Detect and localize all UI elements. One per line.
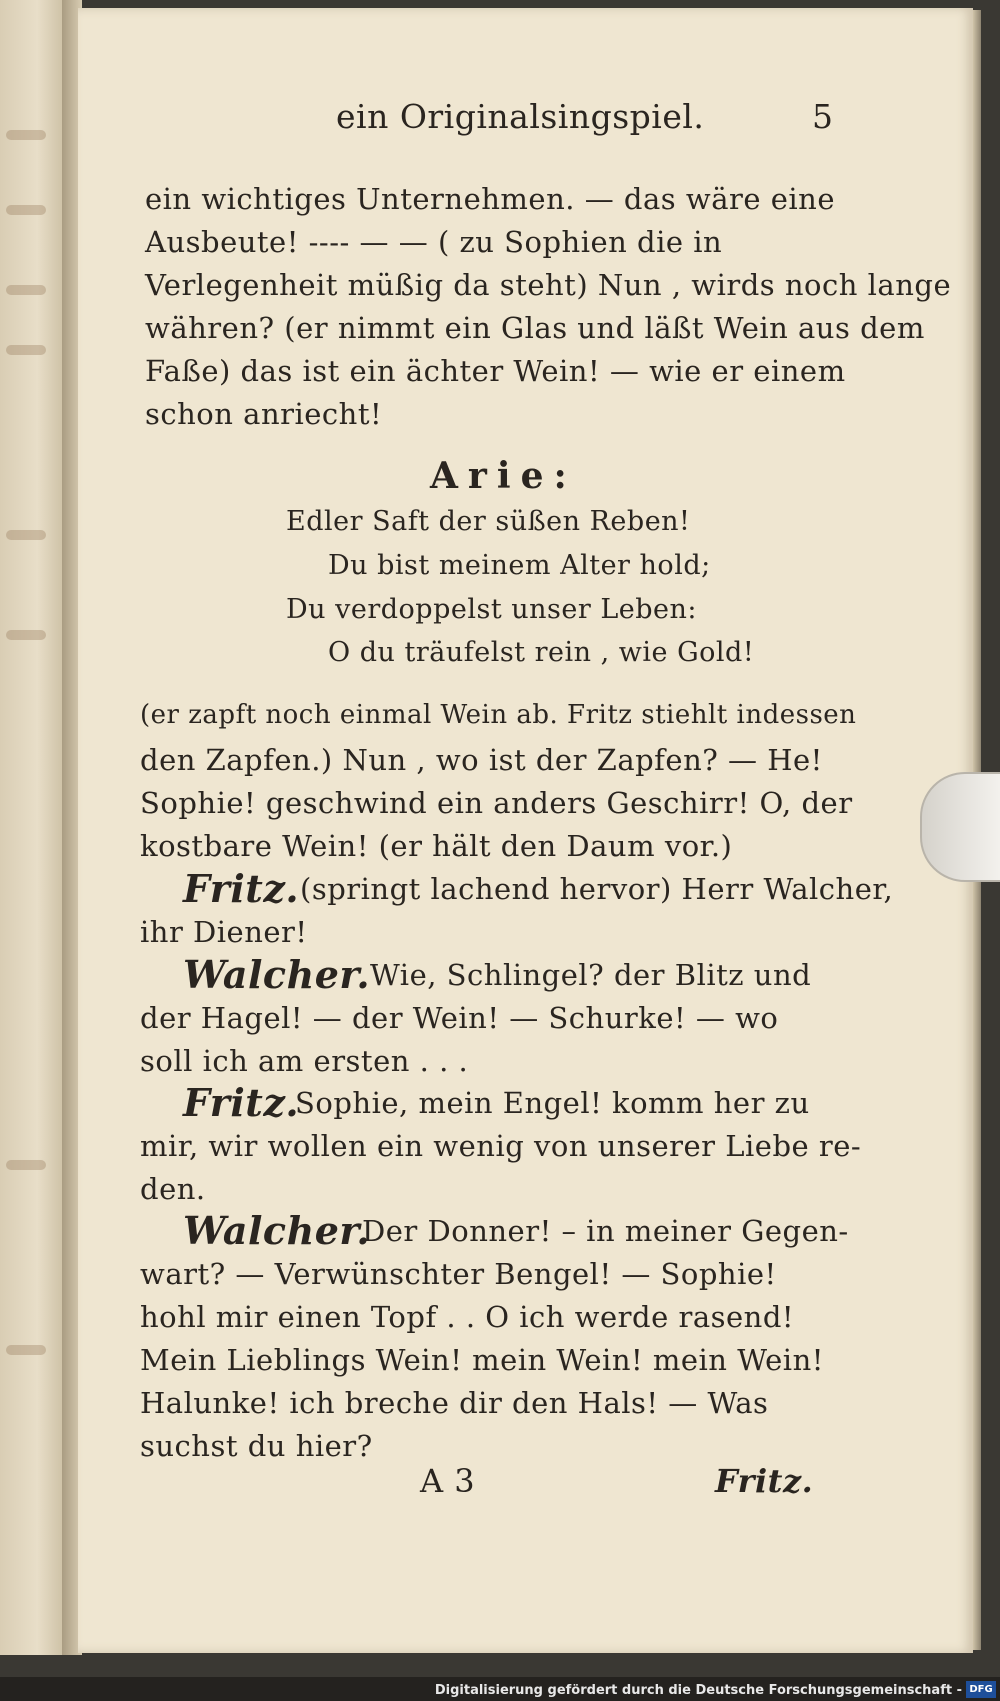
prose-line: kostbare Wein! (er hält den Daum vor.)	[140, 829, 733, 863]
dialogue-line: den.	[140, 1172, 206, 1206]
speaker-name: Fritz.	[183, 866, 300, 911]
dialogue-line: Wie, Schlingel? der Blitz und	[370, 958, 812, 992]
dialogue-line: wart? — Verwünschter Bengel! — Sophie!	[140, 1257, 777, 1291]
dialogue-line: mir, wir wollen ein wenig von unserer Liebe re-	[140, 1129, 862, 1163]
stage-direction-line: (er zapft noch einmal Wein ab. Fritz stiehlt indessen	[140, 700, 857, 730]
verse-line: Du verdoppelst unser Leben:	[286, 594, 698, 625]
prose-line: Faße) das ist ein ächter Wein! — wie er einem	[145, 354, 846, 388]
running-title: ein Originalsingspiel.	[336, 97, 705, 136]
dialogue-line: Halunke! ich breche dir den Hals! — Was	[140, 1386, 769, 1420]
signature-mark: A 3	[420, 1462, 476, 1500]
verse-line: O du träufelst rein , wie Gold!	[328, 637, 755, 668]
speaker-name: Walcher.	[183, 952, 371, 997]
dialogue-line: soll ich am ersten . . .	[140, 1044, 469, 1078]
speaker-name: Fritz.	[183, 1080, 300, 1125]
dialogue-line: hohl mir einen Topf . . O ich werde rasend!	[140, 1300, 795, 1334]
prose-line: Ausbeute! ---- — — ( zu Sophien die in	[145, 225, 723, 259]
attribution-text: Digitalisierung gefördert durch die Deutsche Forschungsgemeinschaft -	[434, 1683, 962, 1698]
dialogue-line: der Hagel! — der Wein! — Schurke! — wo	[140, 1001, 779, 1035]
prose-line: Verlegenheit müßig da steht) Nun , wirds noch lange	[145, 268, 952, 302]
dialogue-line: Sophie, mein Engel! komm her zu	[295, 1086, 810, 1120]
speaker-name: Walcher.	[183, 1208, 371, 1253]
dialogue-line: Mein Lieblings Wein! mein Wein! mein Wein!	[140, 1343, 824, 1377]
dialogue-line: (springt lachend hervor) Herr Walcher,	[300, 872, 894, 906]
verse-line: Du bist meinem Alter hold;	[328, 550, 711, 581]
dialogue-line: Der Donner! – in meiner Gegen-	[362, 1214, 849, 1248]
attribution-bar	[0, 1677, 1000, 1701]
verse-line: Edler Saft der süßen Reben!	[286, 506, 691, 537]
dfg-logo: DFG	[966, 1681, 996, 1698]
prose-line: ein wichtiges Unternehmen. — das wäre eine	[145, 182, 835, 216]
dialogue-line: suchst du hier?	[140, 1429, 373, 1463]
aria-title: Arie:	[430, 455, 577, 497]
prose-line: währen? (er nimmt ein Glas und läßt Wein aus dem	[145, 311, 925, 345]
dialogue-line: ihr Diener!	[140, 915, 308, 949]
prose-line: den Zapfen.) Nun , wo ist der Zapfen? — He!	[140, 743, 823, 777]
page-number: 5	[812, 97, 834, 136]
catchword: Fritz.	[715, 1462, 814, 1500]
prose-line: schon anriecht!	[145, 397, 383, 431]
prose-line: Sophie! geschwind ein anders Geschirr! O, der	[140, 786, 853, 820]
